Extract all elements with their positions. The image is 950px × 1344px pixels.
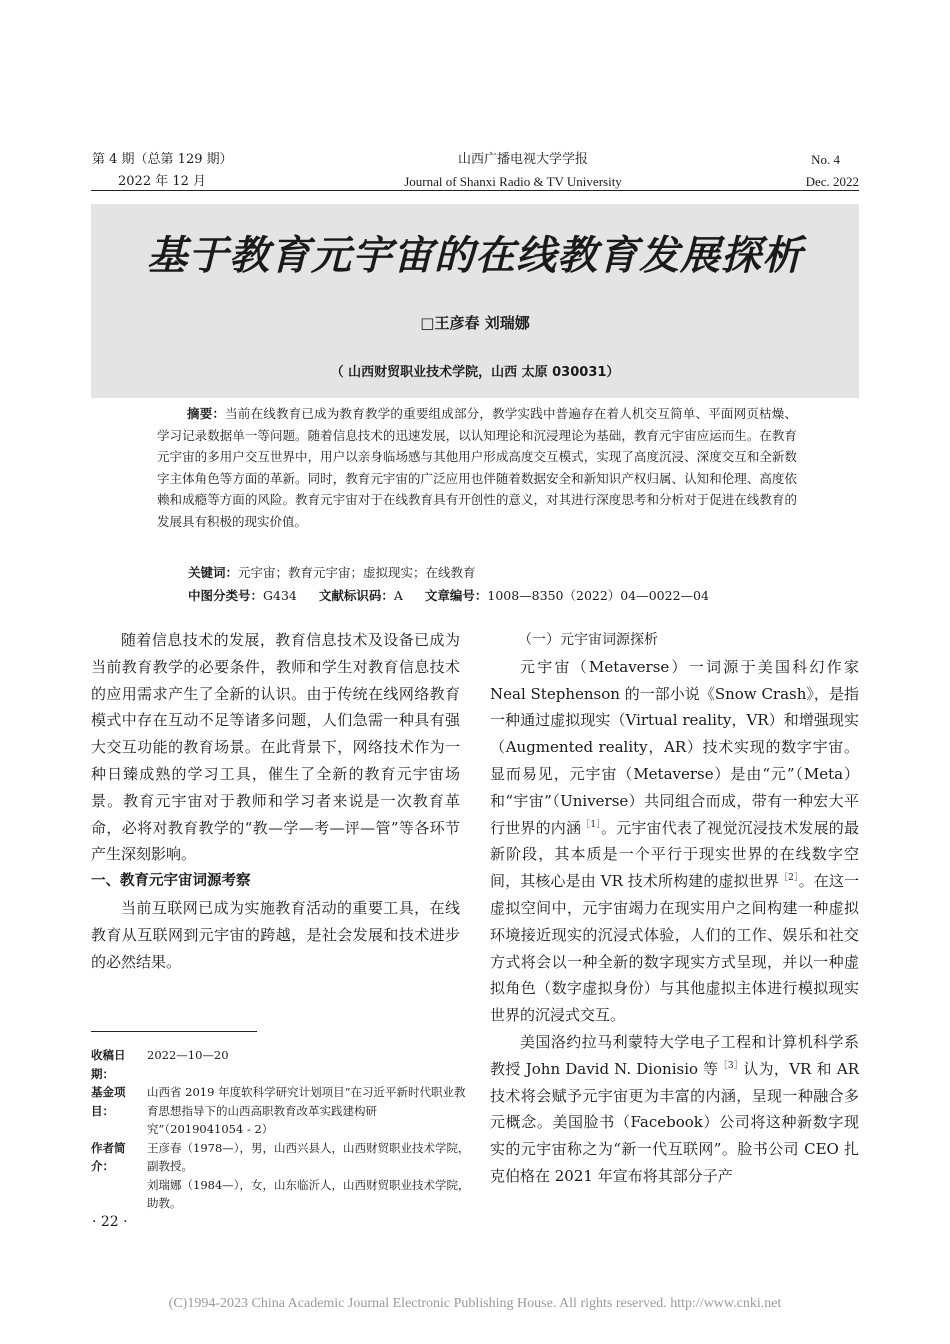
metaverse-text-b: 。元宇宙代表了视觉沉浸技术发展的最新阶段，其本质是一个平行于现实世界的在线数字空间，其核心是由 VR 技术所构建的虚拟世界 xyxy=(490,818,859,891)
title-banner xyxy=(91,204,859,398)
dionisio-text-a: 美国洛约拉马利蒙特大学电子工程和计算机科学系教授 John David N. Dionisio 等 xyxy=(490,1032,859,1078)
abstract-text: 当前在线教育已成为教育教学的重要组成部分，教学实践中普遍存在着人机交互简单、平面网页枯燥、学习记录数据单一等问题。随着信息技术的迅速发展，以认知理论和沉浸理论为基础，教育元宇宙应运而生。在教育元宇宙的多用户交互世界中，用户以亲身临场感与其他用户形成高度交互模式，实现了高度沉浸、深度交互和全新数字主体角色等方面的革新。同时，教育元宇宙的广泛应用也伴随着数据安全和新知识产权归属、认知和伦理、高度依赖和成瘾等方面的风险。教育元宇宙对于在线教育具有开创性的意义，对其进行深度思考和分析对于促进在线教育的发展具有积极的现实价值。 xyxy=(157,406,797,529)
metaverse-text-a: 元宇宙（Metaverse）一词源于美国科幻作家Neal Stephenson 的一部小说《Snow Crash》，是指一种通过虚拟现实（Virtual reality，VR）和增强现实（Augmented reality，AR）技术实现的数字宇宙。显而易见，元宇宙（Metaverse）是由“元”（Meta）和“宇宙”（Universe）共同组合而成，带有一种宏大平行世界的内涵 xyxy=(490,657,859,837)
doc-code-label: 文献标识码： xyxy=(318,588,394,603)
doc-code-value: A xyxy=(393,588,403,603)
header-date-en: Dec. 2022 xyxy=(805,174,859,189)
fund-row xyxy=(91,1083,471,1139)
clc-value: G434 xyxy=(263,588,297,603)
header-journal-en: Journal of Shanxi Radio & TV University xyxy=(404,174,622,189)
section-heading-1: 一、教育元宇宙词源考察 xyxy=(91,873,251,890)
copyright-footer: (C)1994-2023 China Academic Journal Electronic Publishing House. All rights reserved. http://www.cnki.net xyxy=(168,1296,782,1311)
article-authors: □王彦春 刘瑞娜 xyxy=(420,314,530,332)
intro-paragraph: 随着信息技术的发展，教育信息技术及设备已成为当前教育教学的必要条件，教师和学生对教育信息技术的应用需求产生了全新的认识。由于传统在线网络教育模式中存在互动不足等诸多问题，人们急需一种具有强大交互功能的教育场景。在此背景下，网络技术作为一种日臻成熟的学习工具，催生了全新的教育元宇宙场景。教育元宇宙对于教师和学习者来说是一次教育革命，必将对教育教学的“教—学—考—评—管”等各环节产生深刻影响。 xyxy=(91,631,460,864)
dionisio-text-b: 认为，VR 和 AR 技术将会赋予元宇宙更为丰富的内涵，呈现一种融合多元概念。美国脸书（Facebook）公司将这种新数字现实的元宇宙称之为“新一代互联网”。脸书公司 CEO 扎克伯格在 2021 年宣布将其部分子产 xyxy=(490,1059,859,1185)
header-date-cn: 2022 年 12 月 xyxy=(118,174,207,189)
article-title: 基于教育元宇宙的在线教育发展探析 xyxy=(147,233,803,279)
header-issue-en: No. 4 xyxy=(811,152,840,167)
author-2-bio: 刘瑞娜（1984—），女，山东临沂人，山西财贸职业技术学院，助教。 xyxy=(147,1177,470,1210)
subsection-heading-1: （一）元宇宙词源探析 xyxy=(518,632,658,648)
dionisio-paragraph xyxy=(490,1029,859,1190)
author-row xyxy=(91,1139,471,1213)
header-rule xyxy=(91,190,859,191)
citation-1: ［1］ xyxy=(581,819,601,830)
classification xyxy=(188,586,709,604)
header-journal-cn: 山西广播电视大学学报 xyxy=(457,152,588,167)
author-1-bio: 王彦春（1978—），男，山西兴县人，山西财贸职业技术学院，副教授。 xyxy=(147,1140,470,1173)
footnotes xyxy=(91,1046,471,1213)
page-number: · 22 · xyxy=(92,1214,128,1230)
clc-label: 中图分类号： xyxy=(188,588,264,603)
abstract-label: 摘要： xyxy=(187,406,226,421)
citation-3: ［3］ xyxy=(718,1060,744,1071)
received-date: 2022—10—20 xyxy=(147,1048,229,1062)
fund-label: 基金项目： xyxy=(91,1085,126,1118)
citation-2: ［2］ xyxy=(779,873,799,884)
right-column xyxy=(490,627,859,1190)
received-row xyxy=(91,1046,471,1083)
keywords-label: 关键词： xyxy=(188,565,239,580)
section-1-paragraph: 当前互联网已成为实施教育活动的重要工具，在线教育从互联网到元宇宙的跨越，是社会发展和技术进步的必然结果。 xyxy=(91,898,460,971)
article-no-label: 文章编号： xyxy=(424,588,488,603)
author-label: 作者简介： xyxy=(91,1140,126,1173)
footnote-rule xyxy=(91,1031,257,1032)
metaverse-text-c: 。在这一虚拟空间中，元宇宙竭力在现实用户之间构建一种虚拟环境接近现实的沉浸式体验，人们的工作、娱乐和社交方式将会以一种全新的数字现实方式呈现，并以一种虚拟角色（数字虚拟身份）与其他虚拟主体进行模拟现实世界的沉浸式交互。 xyxy=(490,872,859,1025)
abstract xyxy=(157,403,797,532)
metaverse-paragraph xyxy=(490,654,859,1029)
article-affiliation: （ 山西财贸职业技术学院，山西 太原 030031） xyxy=(330,365,620,380)
article-no-value: 1008—8350（2022）04—0022—04 xyxy=(487,588,709,603)
keywords xyxy=(188,563,476,581)
header-issue-cn: 第 4 期（总第 129 期） xyxy=(92,152,233,167)
fund-text: 山西省 2019 年度软科学研究计划项目“在习近平新时代职业教育思想指导下的山西高职教育改革实践建构研究”（2019041054 - 2） xyxy=(147,1085,466,1136)
left-column xyxy=(91,627,460,975)
keywords-text: 元宇宙；教育元宇宙；虚拟现实；在线教育 xyxy=(238,565,476,580)
received-label: 收稿日期： xyxy=(91,1048,126,1081)
